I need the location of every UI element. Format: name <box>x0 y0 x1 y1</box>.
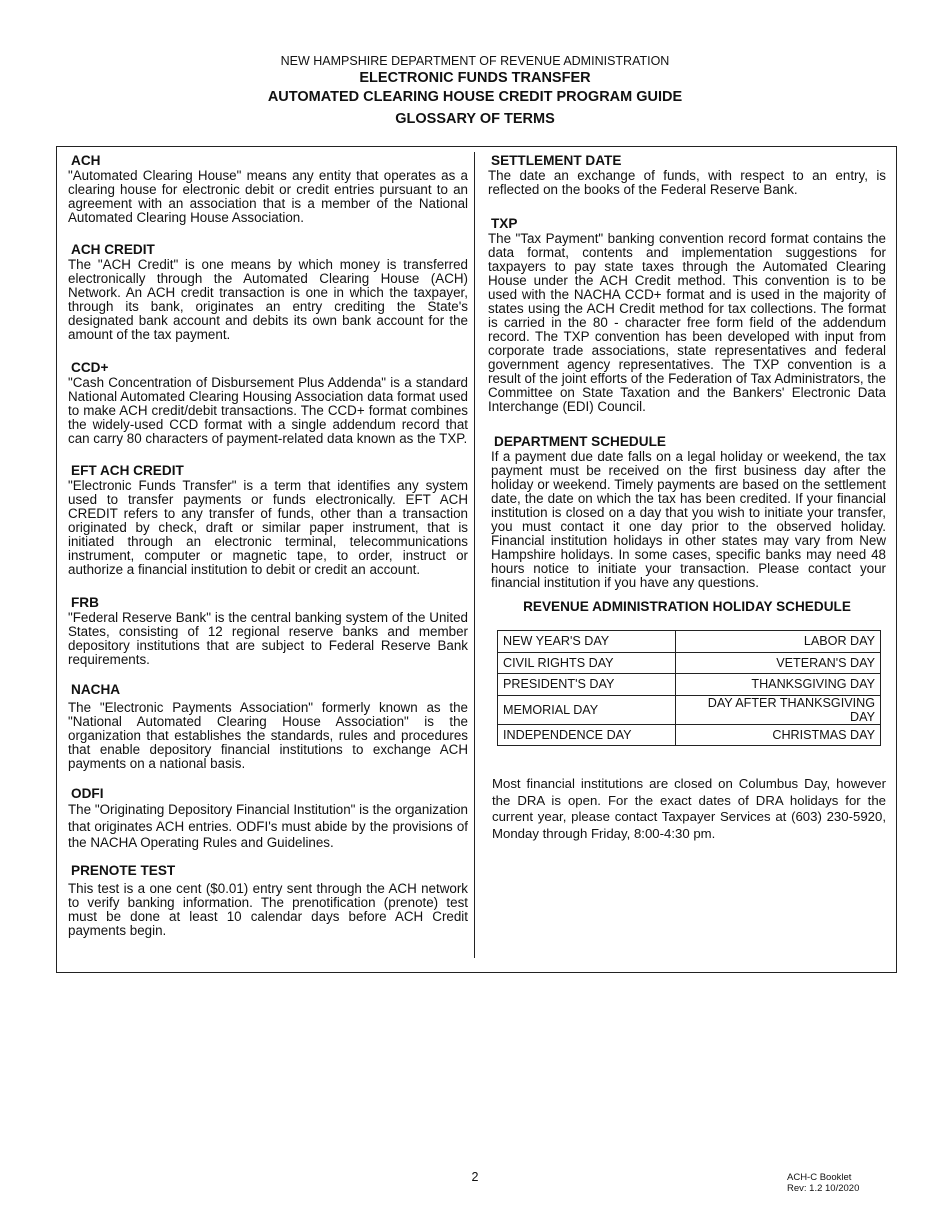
term-title: SETTLEMENT DATE <box>491 153 622 168</box>
holiday-cell-right: VETERAN'S DAY <box>676 652 881 674</box>
term-definition: The "ACH Credit" is one means by which money is transferred electronically through the Automated Clearing House (ACH) Network. An ACH credit transaction is one in which the taxpayer, through its bank, originates an entry crediting the State's designated bank account and debits its own bank account for the amount of the tax payment. <box>68 257 468 342</box>
term-title: FRB <box>71 595 99 610</box>
term-title: ACH <box>71 153 101 168</box>
term-title: DEPARTMENT SCHEDULE <box>494 434 666 449</box>
columbus-day-note: Most financial institutions are closed on Columbus Day, however the DRA is open. For the exact dates of DRA holidays for the current year, please contact Taxpayer Services at (603) 230-5920, Monday through Friday, 8:00-4:30 pm. <box>492 776 886 841</box>
holiday-row <box>498 652 881 674</box>
holiday-cell-right: LABOR DAY <box>676 631 881 653</box>
column-divider <box>474 152 475 958</box>
term-definition: "Cash Concentration of Disbursement Plus Addenda" is a standard National Automated Clearing Housing Association data format used to make ACH credit/debit transactions. The CCD+ format combines the widely-used CCD format with a single addendum record that can carry 80 characters of payment-related data known as the TXP. <box>68 375 468 446</box>
term-title: ODFI <box>71 786 104 801</box>
document-revision <box>787 1172 859 1194</box>
term-title: TXP <box>491 216 518 231</box>
term-title: CCD+ <box>71 360 109 375</box>
holiday-cell-right: THANKSGIVING DAY <box>676 674 881 696</box>
title-line-1: ELECTRONIC FUNDS TRANSFER <box>359 70 591 86</box>
term-frb <box>68 595 468 667</box>
term-definition: If a payment due date falls on a legal holiday or weekend, the tax payment must be received on the first business day after the holiday or weekend. Timely payments are based on the settlement date, the date on which the tax has been credited. If your financial institution is closed on a day that you wish to initiate your transfer, you must contact it one day prior to the observed holiday. Financial institution holidays in other states may vary from New Hampshire holidays. In some cases, specific banks may need 48 hours notice to initiate your transaction. Please contact your financial institution if you have any questions. <box>491 449 886 590</box>
page-number: 2 <box>471 1170 479 1184</box>
term-eft-ach-credit <box>68 463 468 577</box>
holiday-cell-left: INDEPENDENCE DAY <box>498 724 676 746</box>
revision-date: Rev: 1.2 10/2020 <box>787 1183 860 1194</box>
holiday-row <box>498 674 881 696</box>
holiday-cell-left: PRESIDENT'S DAY <box>498 674 676 696</box>
left-column <box>68 153 468 956</box>
term-settlement-date <box>488 153 886 197</box>
term-title: PRENOTE TEST <box>71 862 176 878</box>
holiday-cell-right: CHRISTMAS DAY <box>676 724 881 746</box>
term-definition: "Federal Reserve Bank" is the central banking system of the United States, consisting of 12 regional reserve banks and member depository institutions that are subject to Federal Reserve Bank requirements. <box>68 610 468 667</box>
holiday-cell-right: DAY AFTER THANKSGIVING DAY <box>676 695 881 724</box>
holiday-cell-left: CIVIL RIGHTS DAY <box>498 652 676 674</box>
holiday-cell-left: NEW YEAR'S DAY <box>498 631 676 653</box>
holiday-cell-left: MEMORIAL DAY <box>498 695 676 724</box>
document-header <box>0 54 950 129</box>
holiday-row <box>498 724 881 746</box>
term-title: ACH CREDIT <box>71 242 155 257</box>
right-column <box>488 153 886 842</box>
term-definition: This test is a one cent ($0.01) entry sent through the ACH network to verify banking information. The prenotification (prenote) test must be done at least 10 calendar days before ACH Credit payments begin. <box>68 880 468 938</box>
term-title: NACHA <box>71 682 121 697</box>
term-definition: The "Electronic Payments Association" formerly known as the "National Automated Clearing House Association" is the organization that establishes the standards, rules and procedures that enable depository financial institutions to exchange ACH payments on a national basis. <box>68 700 468 771</box>
term-department-schedule <box>491 434 886 590</box>
term-title: EFT ACH CREDIT <box>71 463 184 478</box>
term-txp <box>488 216 886 414</box>
holiday-schedule-title: REVENUE ADMINISTRATION HOLIDAY SCHEDULE <box>523 599 851 614</box>
term-definition: "Automated Clearing House" means any entity that operates as a clearing house for electronic debit or credit entries pursuant to an agreement with an association that is a member of the National Automated Clearing House Association. <box>68 168 468 225</box>
holiday-row <box>498 631 881 653</box>
term-definition: The "Originating Depository Financial Institution" is the organization that originates ACH entries. ODFI's must abide by the provisions of the NACHA Operating Rules and Guidelines. <box>68 802 468 850</box>
term-definition: "Electronic Funds Transfer" is a term that identifies any system used to transfer payments or funds electronically. EFT ACH CREDIT refers to any transfer of funds, other than a transaction originated by check, draft or similar paper instrument, that is initiated through an electronic terminal, telecommunications instrument, computer or magnetic tape, to order, instruct or authorize a financial institution to debit or credit an account. <box>68 478 468 577</box>
term-definition: The "Tax Payment" banking convention record format contains the data format, contents and implementation suggestions for taxpayers to pay state taxes through the Automated Clearing House under the ACH Credit method. This convention is to be used with the NACHA CCD+ format and is used in the majority of states using the ACH Credit method for tax collections. The format is carried in the 80 - character free form field of the addendum record. The TXP convention has been developed with input from corporate trade associations, state representatives and federal government agency representatives. The TXP convention is a result of the joint efforts of the Federation of Tax Administrators, the Committee on State Taxation and the Bankers' Electronic Data Interchange (EDI) Council. <box>488 231 886 414</box>
term-ach-credit <box>68 242 468 342</box>
title-line-2: AUTOMATED CLEARING HOUSE CREDIT PROGRAM GUIDE <box>267 89 683 105</box>
holiday-schedule-table <box>497 630 881 746</box>
term-prenote-test <box>68 863 468 938</box>
term-odfi <box>68 786 468 852</box>
term-nacha <box>68 682 468 771</box>
holiday-row <box>498 695 881 724</box>
term-ach <box>68 153 468 225</box>
booklet-id: ACH-C Booklet <box>787 1172 852 1183</box>
term-ccd-plus <box>68 360 468 446</box>
term-definition: The date an exchange of funds, with respect to an entry, is reflected on the books of the Federal Reserve Bank. <box>488 168 886 197</box>
glossary-heading: GLOSSARY OF TERMS <box>395 111 555 127</box>
agency-name: NEW HAMPSHIRE DEPARTMENT OF REVENUE ADMINISTRATION <box>280 54 670 68</box>
